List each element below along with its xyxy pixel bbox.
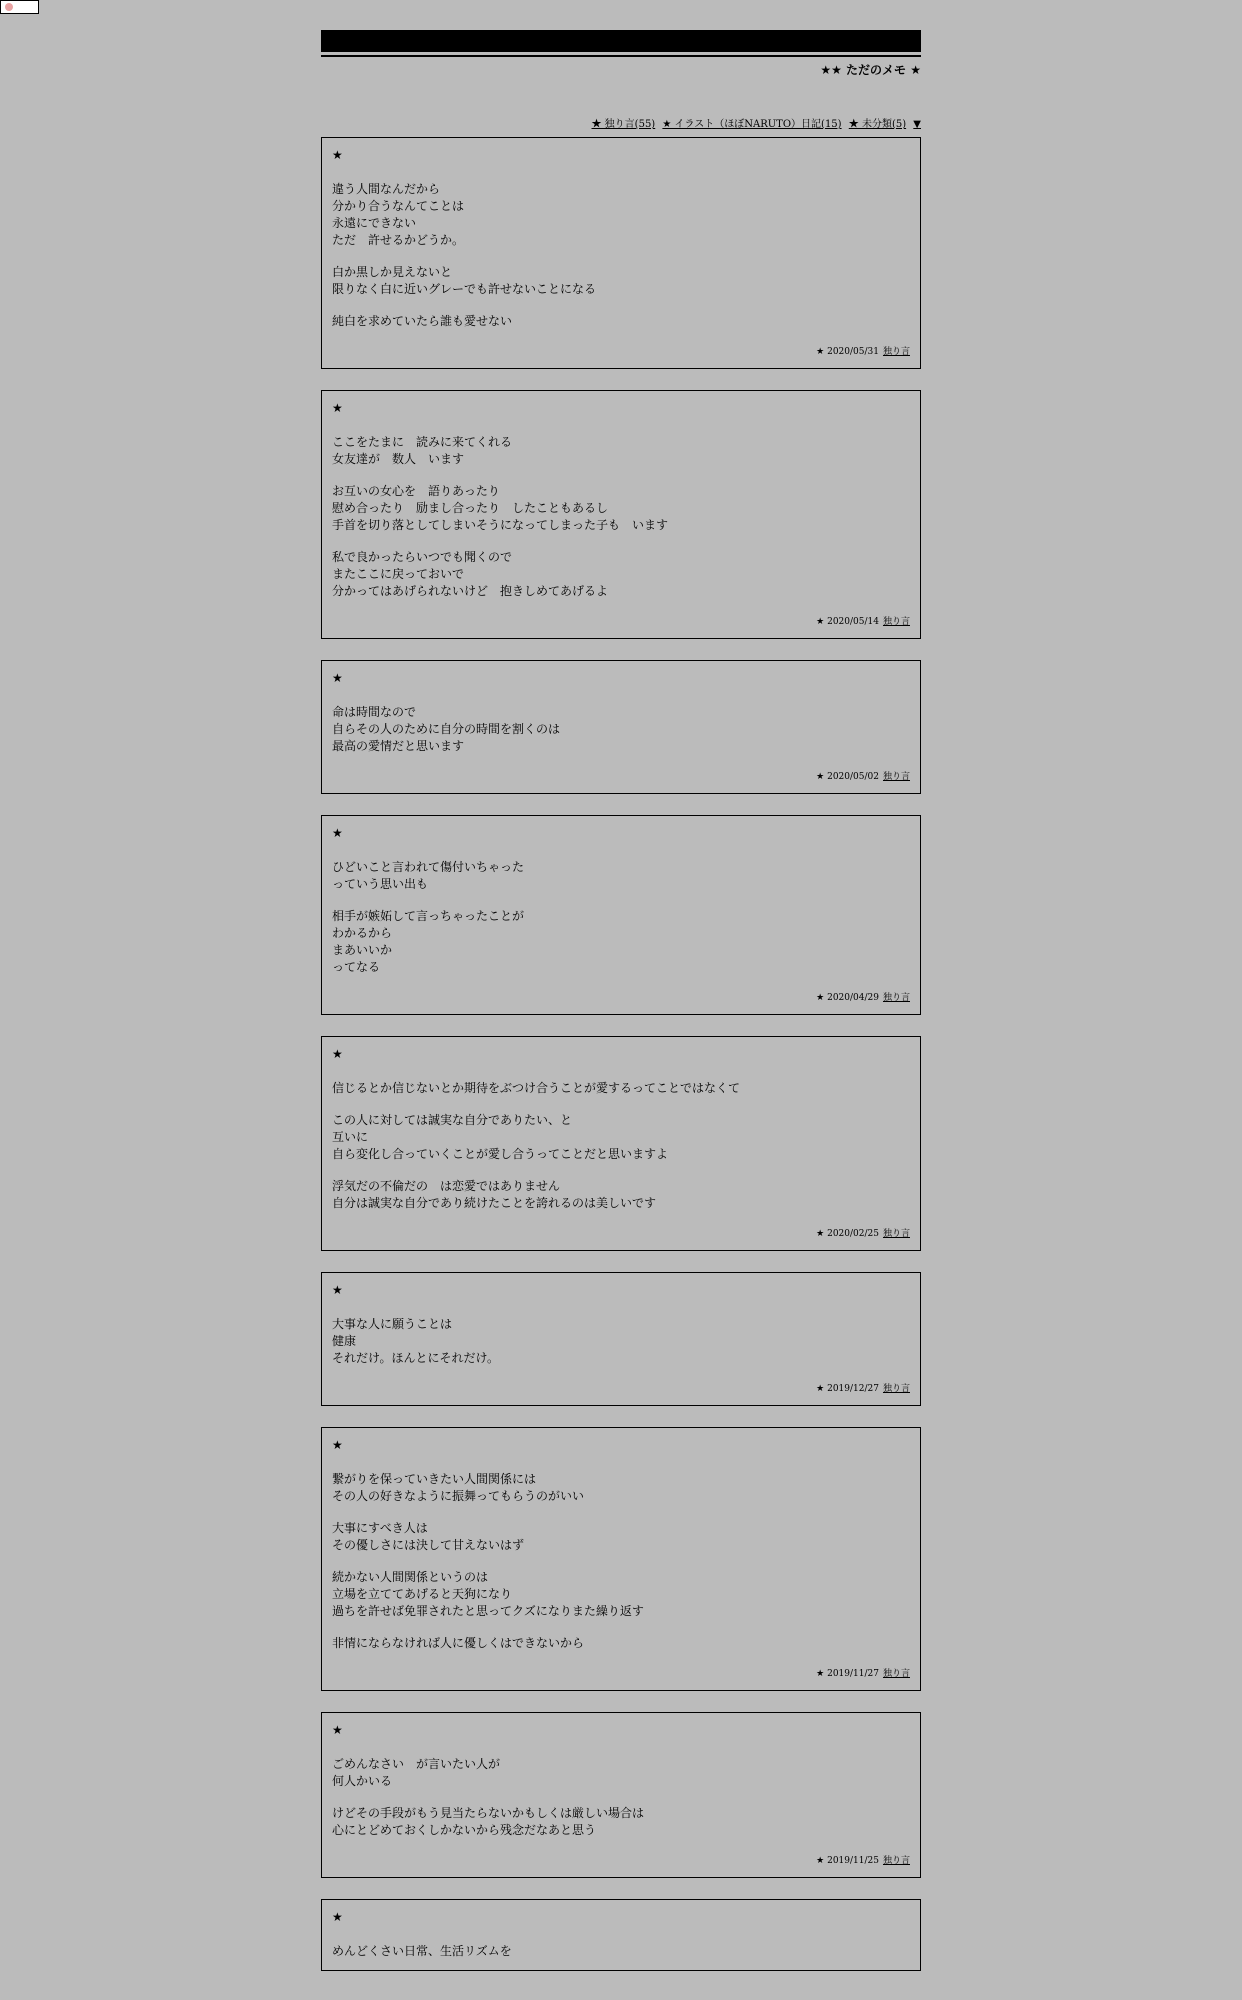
post-line: まあいいか (332, 943, 393, 957)
post-line: その優しさには決して甘えないはず (332, 1538, 525, 1552)
post-star: ★ (332, 1438, 343, 1452)
post-paragraph (332, 1112, 910, 1163)
post-line: 分かり合うなんてことは (332, 199, 465, 213)
post-line: 立場を立ててあげると天狗になり (332, 1587, 513, 1601)
post-footer (332, 1383, 910, 1395)
post-line: 白か黒しか見えないと (332, 265, 453, 279)
post-entry (321, 1036, 921, 1251)
post-category-link[interactable]: 独り言 (882, 347, 910, 357)
post-line: わかるから (332, 926, 393, 940)
post-line: 浮気だの不倫だの は恋愛ではありません (332, 1179, 561, 1193)
post-line: 女友達が 数人 います (332, 452, 465, 466)
post-footer (332, 1855, 910, 1867)
post-entry (321, 660, 921, 794)
category-nav (321, 118, 921, 132)
post-line: ただ 許せるかどうか。 (332, 233, 465, 247)
post-body (332, 1080, 910, 1212)
post-star: ★ (332, 401, 343, 415)
post-paragraph (332, 1471, 910, 1505)
post-line: めんどくさい日常、生活リズムを (332, 1944, 512, 1958)
post-line: 大事な人に願うことは (332, 1317, 453, 1331)
post-entry (321, 1712, 921, 1878)
post-line: 分かってはあげられないけど 抱きしめてあげるよ (332, 584, 609, 598)
post-line: 相手が嫉妬して言っちゃったことが (332, 909, 525, 923)
post-paragraph (332, 1943, 910, 1960)
post-line: 慰め合ったり 励まし合ったり したこともあるし (332, 501, 609, 515)
post-line: ってなる (332, 960, 381, 974)
post-line: 続かない人間関係というのは (332, 1570, 489, 1584)
post-star: ★ (332, 1047, 343, 1061)
post-date: ★ 2020/05/14 (816, 617, 879, 627)
post-line: けどその手段がもう見当たらないかもしくは厳しい場合は (332, 1806, 645, 1820)
post-paragraph (332, 1316, 910, 1367)
post-footer (332, 1228, 910, 1240)
post-date: ★ 2019/12/27 (816, 1384, 879, 1394)
post-paragraph (332, 908, 910, 976)
post-paragraph (332, 1178, 910, 1212)
post-entry (321, 1899, 921, 1971)
post-date: ★ 2020/05/31 (816, 347, 879, 357)
post-line: 大事にすべき人は (332, 1521, 428, 1535)
post-date: ★ 2019/11/27 (816, 1669, 879, 1679)
post-line: 私で良かったらいつでも聞くので (332, 550, 513, 564)
post-star: ★ (332, 148, 343, 162)
post-entry (321, 815, 921, 1015)
post-paragraph (332, 313, 910, 330)
post-category-link[interactable]: 独り言 (882, 1669, 910, 1679)
post-line: 命は時間なので (332, 705, 417, 719)
category-link-uncategorized[interactable]: ★ 未分類(5) (848, 119, 907, 130)
post-line: 繋がりを保っていきたい人間関係には (332, 1472, 537, 1486)
post-line: 自らその人のために自分の時間を割くのは (332, 722, 561, 736)
post-date: ★ 2019/11/25 (816, 1856, 879, 1866)
post-body (332, 1471, 910, 1652)
post-body (332, 181, 910, 330)
post-body (332, 1316, 910, 1367)
post-category-link[interactable]: 独り言 (882, 1384, 910, 1394)
post-footer (332, 346, 910, 358)
badge-icon (5, 3, 13, 11)
post-line: 心にとどめておくしかないから残念だなあと思う (332, 1823, 597, 1837)
post-line: それだけ。ほんとにそれだけ。 (332, 1351, 500, 1365)
post-category-link[interactable]: 独り言 (882, 1856, 910, 1866)
post-paragraph (332, 859, 910, 893)
post-star: ★ (332, 1910, 343, 1924)
post-paragraph (332, 549, 910, 600)
post-paragraph (332, 1569, 910, 1620)
post-category-link[interactable]: 独り言 (882, 772, 910, 782)
post-line: 最高の愛情だと思います (332, 739, 465, 753)
post-paragraph (332, 483, 910, 534)
post-line: っていう思い出も (332, 877, 429, 891)
post-line: お互いの女心を 語りあったり (332, 484, 500, 498)
post-paragraph (332, 1635, 910, 1652)
post-line: 自ら変化し合っていくことが愛し合うってことだと思いますよ (332, 1147, 669, 1161)
post-star: ★ (332, 826, 343, 840)
post-line: 永遠にできない (332, 216, 417, 230)
post-entry (321, 390, 921, 639)
post-footer (332, 616, 910, 628)
post-date: ★ 2020/05/02 (816, 772, 879, 782)
post-line: 手首を切り落としてしまいそうになってしまった子も います (332, 518, 669, 532)
post-body (332, 1756, 910, 1839)
category-link-illustration-diary[interactable]: ★ イラスト（ほぼNARUTO）日記(15) (662, 119, 842, 130)
post-line: 純白を求めていたら誰も愛せない (332, 314, 513, 328)
post-body (332, 434, 910, 600)
post-line: 限りなく白に近いグレーでも許せないことになる (332, 282, 597, 296)
header-rule (321, 55, 921, 57)
post-category-link[interactable]: 独り言 (882, 617, 910, 627)
post-category-link[interactable]: 独り言 (882, 993, 910, 1003)
post-line: 違う人間なんだから (332, 182, 441, 196)
post-footer (332, 1668, 910, 1680)
post-line: ここをたまに 読みに来てくれる (332, 435, 513, 449)
post-list (321, 137, 921, 1971)
post-date: ★ 2020/04/29 (816, 993, 879, 1003)
post-line: ひどいこと言われて傷付いちゃった (332, 860, 525, 874)
post-category-link[interactable]: 独り言 (882, 1229, 910, 1239)
post-star: ★ (332, 671, 343, 685)
post-line: ごめんなさい が言いたい人が (332, 1757, 501, 1771)
post-paragraph (332, 704, 910, 755)
post-line: 過ちを許せば免罪されたと思ってクズになりまた繰り返す (332, 1604, 644, 1618)
post-footer (332, 992, 910, 1004)
post-paragraph (332, 1805, 910, 1839)
category-link-monologue[interactable]: ★ 独り言(55) (591, 119, 656, 130)
header-bar (321, 30, 921, 52)
post-star: ★ (332, 1723, 343, 1737)
post-body (332, 704, 910, 755)
site-title: ★★ ただのメモ ★ (820, 63, 921, 77)
post-footer (332, 771, 910, 783)
post-line: 自分は誠実な自分であり続けたことを誇れるのは美しいです (332, 1196, 657, 1210)
post-line: 信じるとか信じないとか期待をぶつけ合うことが愛するってことではなくて (332, 1081, 741, 1095)
post-date: ★ 2020/02/25 (816, 1229, 879, 1239)
post-paragraph (332, 1080, 910, 1097)
post-entry (321, 1272, 921, 1406)
post-paragraph (332, 181, 910, 249)
post-paragraph (332, 264, 910, 298)
post-line: その人の好きなように振舞ってもらうのがいい (332, 1489, 585, 1503)
post-line: またここに戻っておいで (332, 567, 465, 581)
post-entry (321, 137, 921, 369)
post-line: 健康 (332, 1334, 357, 1348)
scroll-down-link[interactable]: ▼ (913, 119, 921, 130)
post-line: この人に対しては誠実な自分でありたい、と (332, 1113, 573, 1127)
post-star: ★ (332, 1283, 343, 1297)
post-entry (321, 1427, 921, 1691)
post-paragraph (332, 1756, 910, 1790)
post-body (332, 1943, 910, 1960)
post-line: 互いに (332, 1130, 369, 1144)
post-paragraph (332, 434, 910, 468)
corner-badge (0, 0, 39, 14)
post-paragraph (332, 1520, 910, 1554)
post-line: 何人かいる (332, 1774, 393, 1788)
page-container (321, 30, 921, 1992)
post-line: 非情にならなければ人に優しくはできないから (332, 1636, 585, 1650)
post-body (332, 859, 910, 976)
